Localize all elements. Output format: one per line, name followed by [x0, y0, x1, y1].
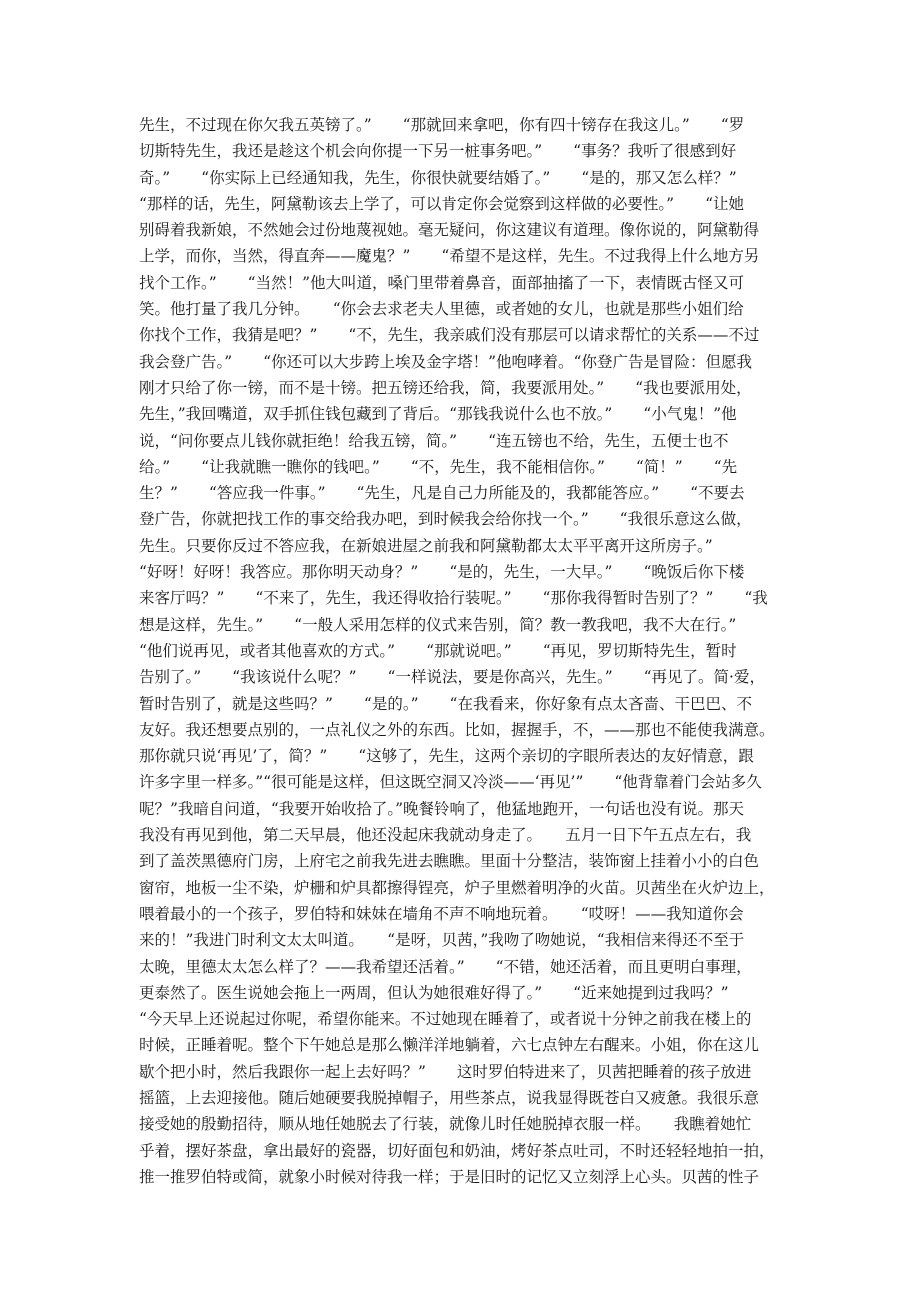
text-line: 我会登广告。” “你还可以大步跨上埃及金字塔！”他咆哮着。“你登广告是冒险：但愿我 — [139, 352, 752, 371]
text-line: 摇篮，上去迎接他。随后她硬要我脱掉帽子，用些茶点，说我显得既苍白又疲惫。我很乐意 — [139, 1088, 760, 1107]
text-line: 推一推罗伯特或简，就象小时候对待我一样；于是旧时的记忆又立刻浮上心头。贝茜的性子 — [139, 1167, 760, 1186]
text-line: 窗帘，地板一尘不染，炉栅和炉具都擦得锃亮，炉子里燃着明净的火苗。贝茜坐在火炉边上， — [139, 878, 775, 897]
text-line: 到了盖茨黑德府门房，上府宅之前我先进去瞧瞧。里面十分整洁，装饰窗上挂着小小的白色 — [139, 852, 760, 871]
text-line: 告别了。” “我该说什么呢？” “一样说法，要是你高兴，先生。” “再见了。简·爱， — [139, 668, 765, 687]
text-line: 笑。他打量了我几分钟。 “你会去求老夫人里德，或者她的女儿，也就是那些小姐们给 — [139, 300, 744, 319]
text-line: 太晚，里德太太怎么样了？——我希望还活着。” “不错，她还活着，而且更明白事理， — [139, 957, 752, 976]
text-line: 奇。” “你实际上已经通知我，先生，你很快就要结婚了。” “是的，那又怎么样？” — [139, 168, 737, 187]
text-line: 喂着最小的一个孩子，罗伯特和妹妹在墙角不声不响地玩着。 “哎呀！——我知道你会 — [139, 904, 744, 923]
body-text — [139, 112, 783, 1190]
text-line: 生？” “答应我一件事。” “先生，凡是自己力所能及的，我都能答应。” “不要去 — [139, 484, 745, 503]
text-line: 先生，不过现在你欠我五英镑了。” “那就回来拿吧，你有四十镑存在我这儿。” “罗 — [139, 116, 745, 134]
text-line: 找个工作。” “当然！”他大叫道，嗓门里带着鼻音，面部抽搐了一下，表情既古怪又可 — [139, 273, 745, 292]
text-line: 暂时告别了，就是这些吗？” “是的。” “在我看来，你好象有点太吝啬、干巴巴、不 — [139, 694, 752, 713]
text-line: “那样的话，先生，阿黛勒该去上学了，可以肯定你会觉察到这样做的必要性。” “让她 — [139, 194, 745, 213]
text-line: 给。” “让我就瞧一瞧你的钱吧。” “不，先生，我不能相信你。” “简！” “先 — [139, 457, 738, 476]
text-line: 来客厅吗？” “不来了，先生，我还得收拾行装呢。” “那你我得暂时告别了？” “我 — [139, 589, 768, 608]
text-line: 刚才只给了你一镑，而不是十镑。把五镑还给我，简，我要派用处。” “我也要派用处， — [139, 378, 752, 397]
text-line: 先生。只要你反过不答应我，在新娘进屋之前我和阿黛勒都太太平平离开这所房子。” — [139, 536, 713, 555]
text-line: 想是这样，先生。” “一般人采用怎样的仪式来告别，简？教一教我吧，我不大在行。” — [139, 615, 737, 634]
text-line: 接受她的殷勤招待，顺从地任她脱去了行装，就像儿时任她脱掉衣服一样。 我瞧着她忙 — [139, 1115, 752, 1134]
text-line: “好呀！好呀！我答应。那你明天动身？” “是的，先生，一大早。” “晚饭后你下楼 — [139, 563, 745, 582]
text-line: 来的！”我进门时利文太太叫道。 “是呀，贝茜，”我吻了吻她说，“我相信来得还不至于 — [139, 931, 745, 950]
text-line: 乎着，摆好茶盘，拿出最好的瓷器，切好面包和奶油，烤好茶点吐司，不时还轻轻地拍一拍， — [139, 1141, 775, 1160]
text-line: 那你就只说‘再见’了，简？” “这够了，先生，这两个亲切的字眼所表达的友好情意，跟 — [139, 747, 754, 766]
text-line: 登广告，你就把找工作的事交给我办吧，到时候我会给你找一个。” “我很乐意这么做， — [139, 510, 752, 529]
text-line: 说，“问你要点儿钱你就拒绝！给我五镑，简。” “连五镑也不给，先生，五便士也不 — [139, 431, 729, 450]
text-line: 许多字里一样多。”“很可能是这样，但这既空洞又冷淡——‘再见’” “他背靠着门会站多久 — [139, 773, 762, 792]
text-line: 我没有再见到他，第二天早晨，他还没起床我就动身走了。 五月一日下午五点左右，我 — [139, 826, 752, 845]
text-line: 你找个工作，我猜是吧？” “不，先生，我亲戚们没有那层可以请求帮忙的关系——不过 — [139, 326, 760, 345]
text-line: “他们说再见，或者其他喜欢的方式。” “那就说吧。” “再见，罗切斯特先生，暂时 — [139, 641, 737, 660]
text-line: 上学，而你，当然，得直奔——魔鬼？” “希望不是这样，先生。不过我得上什么地方另 — [139, 247, 760, 266]
text-line: 歇个把小时，然后我跟你一起上去好吗？” 这时罗伯特进来了，贝茜把睡着的孩子放进 — [139, 1062, 752, 1081]
text-line: 先生，”我回嘴道，双手抓住钱包藏到了背后。“那钱我说什么也不放。” “小气鬼！”他 — [139, 405, 737, 424]
text-line: 切斯特先生，我还是趁这个机会向你提一下另一桩事务吧。” “事务？我听了很感到好 — [139, 142, 737, 161]
text-line: 呢？”我暗自问道，“我要开始收拾了。”晚餐铃响了，他猛地跑开，一句话也没有说。那天 — [139, 799, 745, 818]
text-line: 更泰然了。医生说她会拖上一两周，但认为她很难好得了。” “近来她提到过我吗？” — [139, 983, 729, 1002]
text-line: 时候，正睡着呢。整个下午她总是那么懒洋洋地躺着，六七点钟左右醒来。小姐，你在这儿 — [139, 1036, 760, 1055]
text-line: 别碍着我新娘，不然她会过份地蔑视她。毫无疑问，你这建议有道理。像你说的，阿黛勒得 — [139, 221, 760, 240]
text-line: 友好。我还想要点别的，一点礼仪之外的东西。比如，握握手，不，——那也不能使我满意。 — [139, 720, 775, 739]
text-line: “今天早上还说起过你呢，希望你能来。不过她现在睡着了，或者说十分钟之前我在楼上的 — [139, 1010, 752, 1029]
